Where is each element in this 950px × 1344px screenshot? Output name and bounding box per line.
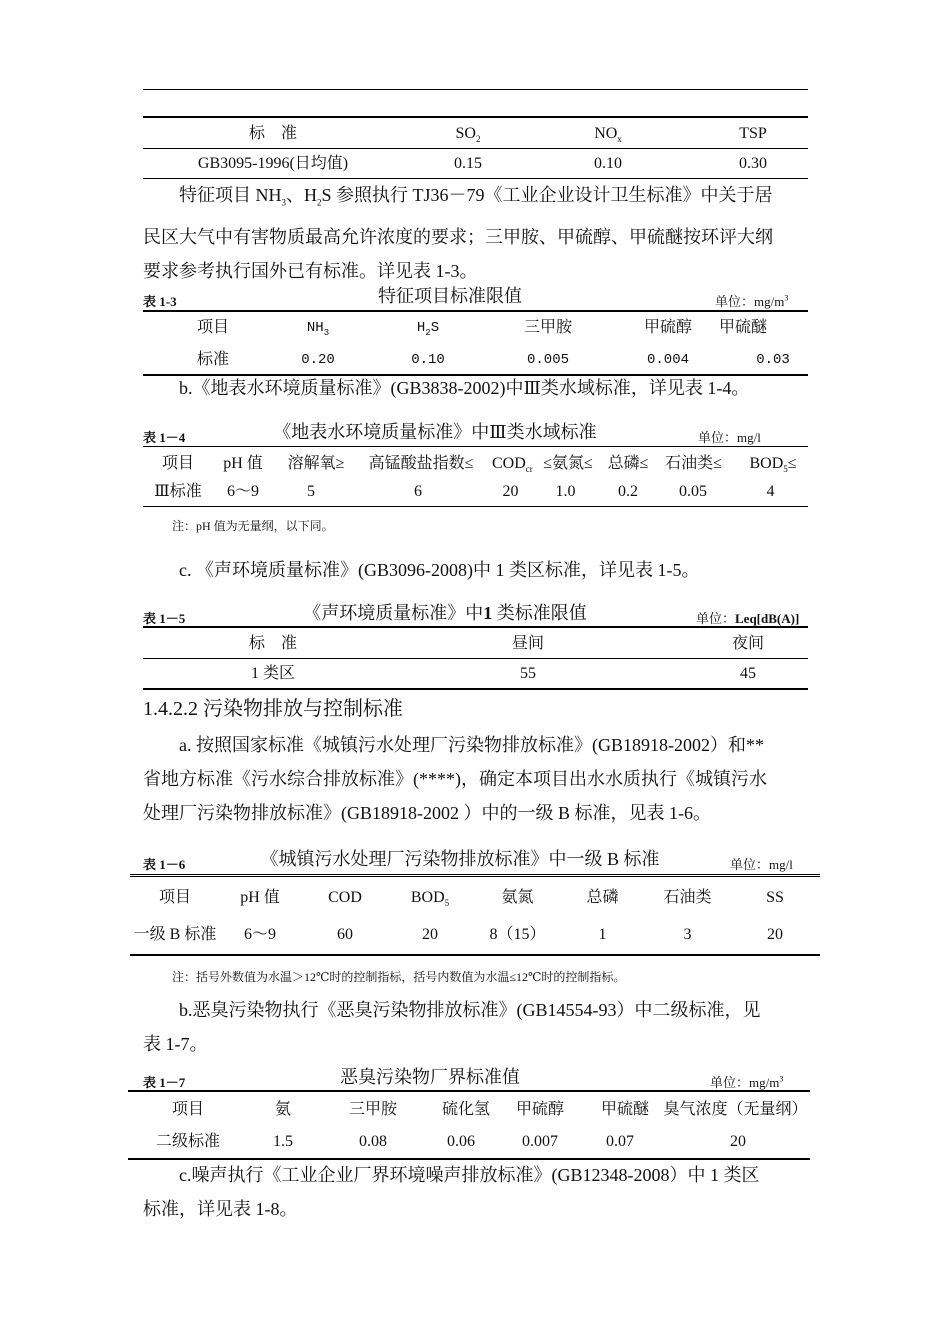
header-standard: 标 准 bbox=[248, 635, 297, 652]
cell-bod5: 20 bbox=[422, 926, 438, 943]
table-bottom-rule bbox=[143, 688, 808, 690]
cell-nh3: 0.20 bbox=[301, 352, 335, 368]
table-row bbox=[128, 1128, 810, 1156]
cell-total-phosphorus: 0.2 bbox=[618, 483, 638, 500]
cell-item: Ⅲ标准 bbox=[154, 483, 202, 500]
paragraph-odor: b.恶臭污染物执行《恶臭污染物排放标准》(GB14554-93）中二级标准，见 表 1-7。 bbox=[143, 1000, 761, 1054]
table-top-rule bbox=[128, 1090, 810, 1092]
table-mid-rule bbox=[143, 148, 808, 149]
table-row bbox=[143, 660, 808, 688]
header-methyl-mercaptan: 甲硫醇 bbox=[515, 1101, 564, 1118]
cell-petroleum: 3 bbox=[683, 926, 692, 943]
table-odor bbox=[128, 1090, 810, 1158]
header-ph: pH 值 bbox=[240, 889, 280, 906]
cell-ss: 20 bbox=[767, 926, 783, 943]
cell-trimethylamine: 0.005 bbox=[526, 352, 569, 368]
table-top-rule bbox=[143, 310, 808, 312]
header-cod: $COD_{cr}$ bbox=[492, 455, 533, 475]
table-title: 特征项目标准限值 bbox=[378, 286, 522, 306]
table-label: 表 1-3 bbox=[143, 294, 177, 309]
table-header-row bbox=[143, 120, 808, 148]
cell-odor-concentration: 20 bbox=[730, 1133, 746, 1150]
table-note: 注：括号外数值为水温＞12℃时的控制指标，括号内数值为水温≤12℃时的控制指标。 bbox=[172, 970, 626, 984]
header-ss: SS bbox=[766, 889, 784, 906]
header-total-phosphorus: 总磷 bbox=[586, 889, 619, 906]
table-title: 恶臭污染物厂界标准值 bbox=[340, 1067, 520, 1087]
header-hydrogen-sulfide: 硫化氢 bbox=[441, 1101, 490, 1118]
header-ph: pH 值 bbox=[223, 455, 263, 472]
cell-ammonia: 1.0 bbox=[555, 483, 576, 500]
table-title: 《声环境质量标准》中1 类标准限值 bbox=[303, 603, 587, 623]
header-ammonia: 氨氮 bbox=[501, 889, 534, 906]
cell-hydrogen-sulfide: 0.06 bbox=[447, 1133, 475, 1150]
header-ammonia: ≤氨氮≤ bbox=[543, 455, 593, 472]
header-methyl-sulfide: 甲硫醚 bbox=[600, 1101, 649, 1118]
header-trimethylamine: 三甲胺 bbox=[348, 1101, 397, 1118]
section-heading: 1.4.2.2 污染物排放与控制标准 bbox=[143, 698, 403, 720]
cell-item: 一级 B 标准 bbox=[133, 926, 217, 943]
top-rule bbox=[143, 89, 808, 90]
header-item: 项目 bbox=[161, 455, 194, 472]
table-header-row bbox=[143, 450, 808, 478]
table-unit: 单位：mg/l bbox=[698, 430, 761, 445]
paragraph-surface-water: b.《地表水环境质量标准》(GB3838-2002)中Ⅲ类水域标准，详见表 1-4。 bbox=[179, 378, 750, 398]
table-mid-rule bbox=[143, 658, 808, 659]
table-top-rule bbox=[130, 874, 820, 877]
table-row bbox=[143, 478, 808, 506]
header-item: 项目 bbox=[171, 1101, 204, 1118]
cell-petroleum: 0.05 bbox=[679, 483, 707, 500]
cell-total-phosphorus: 1 bbox=[598, 926, 607, 943]
header-daytime: 昼间 bbox=[511, 635, 544, 652]
cell-night: 45 bbox=[740, 665, 756, 682]
table-top-rule bbox=[143, 446, 808, 447]
cell-standard: GB3095-1996(日均值) bbox=[197, 155, 349, 172]
header-methyl-mercaptan: 甲硫醇 bbox=[643, 319, 692, 336]
header-standard: 标 准 bbox=[248, 125, 297, 142]
header-nh3: $NH_3$ bbox=[306, 320, 330, 338]
cell-nox: 0.10 bbox=[594, 155, 622, 172]
table-label: 表 1－4 bbox=[143, 430, 186, 445]
header-trimethylamine: 三甲胺 bbox=[523, 319, 572, 336]
table-surface-water bbox=[143, 446, 808, 506]
cell-methyl-mercaptan: 0.007 bbox=[522, 1133, 558, 1150]
table-label: 表 1－6 bbox=[143, 857, 186, 872]
header-petroleum: 石油类≤ bbox=[665, 455, 722, 472]
cell-so2: 0.15 bbox=[454, 155, 482, 172]
table-row bbox=[143, 150, 808, 178]
header-total-phosphorus: 总磷≤ bbox=[607, 455, 649, 472]
cell-item: 标准 bbox=[196, 351, 229, 368]
cell-cod: 60 bbox=[337, 926, 353, 943]
cell-ph: 6～9 bbox=[243, 926, 276, 943]
table-row bbox=[143, 346, 808, 374]
cell-tsp: 0.30 bbox=[739, 155, 767, 172]
table-unit: 单位：$mg/m^3$ bbox=[710, 1074, 784, 1090]
cell-permanganate-index: 6 bbox=[414, 483, 422, 500]
header-methyl-sulfide: 甲硫醚 bbox=[718, 319, 767, 336]
header-tsp: TSP bbox=[739, 125, 767, 142]
table-bottom-rule bbox=[143, 506, 808, 507]
header-item: 项目 bbox=[158, 889, 191, 906]
cell-bod5: 4 bbox=[766, 483, 775, 500]
cell-h2s: 0.10 bbox=[411, 352, 445, 368]
paragraph-acoustic: c. 《声环境质量标准》(GB3096-2008)中 1 类区标准，详见表 1-5。 bbox=[179, 560, 700, 580]
header-permanganate-index: 高锰酸盐指数≤ bbox=[368, 455, 474, 472]
table-sewage bbox=[130, 874, 820, 956]
paragraph-feature-items: 特征项目 $NH_3$、$H_2S$ 参照执行 TJ36－79《工业企业设计卫生标准》中关于居 民区大气中有害物质最高允许浓度的要求；三甲胺、甲硫醇、甲硫醚按环评大纲 要求参考执行国外已有标准。详见表 1-3。 bbox=[143, 185, 773, 281]
table-header-row bbox=[143, 314, 808, 342]
header-cod: COD bbox=[328, 889, 362, 906]
paragraph-sewage-standard: a. 按照国家标准《城镇污水处理厂污染物排放标准》(GB18918-2002）和** 省地方标准《污水综合排放标准》(****)，确定本项目出水水质执行《城镇污水 处理厂污染物排放标准》(GB18918-2002 ）中的一级 B 标准，见表 1-6。 bbox=[143, 735, 767, 823]
cell-methyl-sulfide: 0.07 bbox=[606, 1133, 634, 1150]
header-ammonia: 氨 bbox=[274, 1101, 291, 1118]
table-unit: 单位：Leq[dB(A)] bbox=[696, 611, 800, 626]
header-h2s: $H_2S$ bbox=[416, 320, 440, 338]
cell-methyl-mercaptan: 0.004 bbox=[646, 352, 689, 368]
header-dissolved-oxygen: 溶解氧≥ bbox=[287, 455, 345, 472]
cell-item: 二级标准 bbox=[155, 1133, 220, 1150]
table-feature-items bbox=[143, 310, 808, 376]
table-header-row bbox=[128, 1096, 810, 1124]
cell-trimethylamine: 0.08 bbox=[359, 1133, 387, 1150]
table-bottom-rule bbox=[130, 954, 820, 956]
cell-methyl-sulfide: 0.03 bbox=[756, 352, 790, 368]
cell-daytime: 55 bbox=[520, 665, 536, 682]
table-header-row bbox=[130, 884, 820, 912]
table-row bbox=[130, 921, 820, 949]
paragraph-noise: c.噪声执行《工业企业厂界环境噪声排放标准》(GB12348-2008）中 1 类区 标准，详见表 1-8。 bbox=[143, 1165, 760, 1219]
header-nox: $NO_x$ bbox=[594, 125, 622, 145]
header-bod5: $BOD_5\le$ bbox=[749, 455, 797, 475]
table-label: 表 1－7 bbox=[143, 1075, 186, 1090]
header-item: 项目 bbox=[196, 319, 229, 336]
header-petroleum: 石油类 bbox=[663, 889, 712, 906]
table-top-rule bbox=[143, 116, 808, 118]
table-title: 《地表水环境质量标准》中Ⅲ类水域标准 bbox=[273, 422, 597, 442]
table-acoustic bbox=[143, 626, 808, 688]
table-label: 表 1－5 bbox=[143, 611, 186, 626]
header-so2: $SO_2$ bbox=[455, 125, 481, 145]
header-bod5: $BOD_5$ bbox=[410, 889, 450, 909]
table-air-standard bbox=[143, 116, 808, 176]
table-unit: 单位：mg/l bbox=[730, 857, 793, 872]
cell-standard: 1 类区 bbox=[250, 665, 295, 682]
cell-ph: 6～9 bbox=[226, 483, 259, 500]
header-night: 夜间 bbox=[731, 635, 764, 652]
table-top-rule bbox=[143, 626, 808, 628]
table-title: 《城镇污水处理厂污染物排放标准》中一级 B 标准 bbox=[260, 849, 660, 869]
cell-ammonia: 8（15） bbox=[489, 926, 546, 943]
header-odor-concentration: 臭气浓度（无量纲） bbox=[663, 1101, 808, 1118]
table-header-row bbox=[143, 630, 808, 658]
cell-cod: 20 bbox=[502, 483, 519, 500]
table-unit: 单位：$mg/m^3$ bbox=[715, 293, 789, 309]
cell-dissolved-oxygen: 5 bbox=[307, 483, 315, 500]
cell-ammonia: 1.5 bbox=[273, 1133, 293, 1150]
table-note: 注：pH 值为无量纲，以下同。 bbox=[172, 519, 334, 533]
